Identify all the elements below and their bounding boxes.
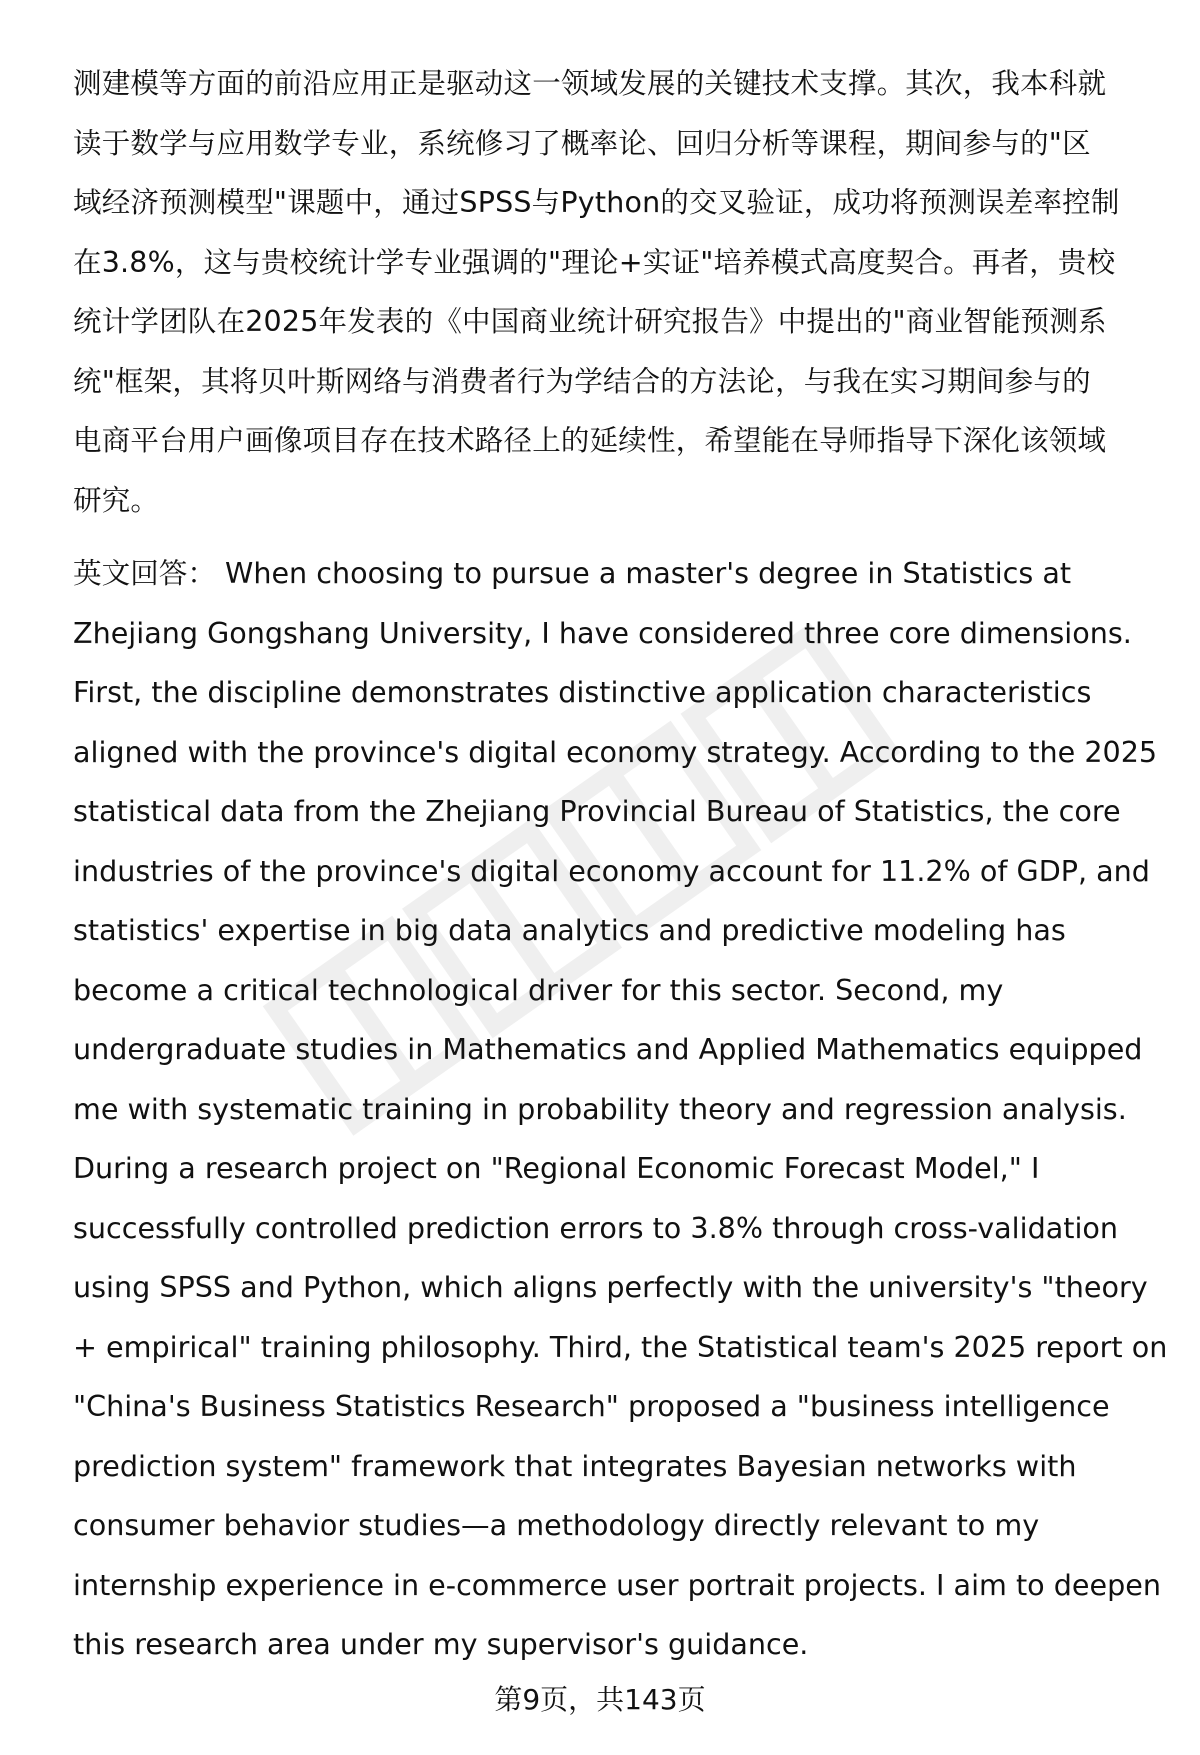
paragraph-line: 研究。 (73, 483, 160, 517)
paragraph-line: "China's Business Statistics Research" proposed a "business intelligence (73, 1389, 1110, 1423)
paragraph-line: consumer behavior studies—a methodology directly relevant to my (73, 1508, 1040, 1542)
paragraph-line: statistics' expertise in big data analytics and predictive modeling has (73, 913, 1066, 947)
paragraph-line: During a research project on "Regional Economic Forecast Model," I (73, 1151, 1040, 1185)
paragraph-line: 电商平台用户画像项目存在技术路径上的延续性，希望能在导师指导下深化该领域 (73, 424, 1107, 457)
paragraph-line: statistical data from the Zhejiang Provincial Bureau of Statistics, the core (73, 794, 1121, 828)
paragraph-line: 统"框架，其将贝叶斯网络与消费者行为学结合的方法论，与我在实习期间参与的 (73, 364, 1091, 398)
document-page (73, 54, 1168, 1675)
paragraph-line: me with systematic training in probability theory and regression analysis. (73, 1091, 1127, 1126)
paragraph-line: successfully controlled prediction errors to 3.8% through cross-validation (73, 1210, 1119, 1245)
paragraph-line: 域经济预测模型"课题中，通过SPSS与Python的交叉验证，成功将预测误差率控制 (73, 186, 1120, 219)
paragraph-line: using SPSS and Python, which aligns perfectly with the university's "theory (73, 1270, 1148, 1304)
paragraph-line: 测建模等方面的前沿应用正是驱动这一领域发展的关键技术支撑。其次，我本科就 (73, 67, 1107, 100)
paragraph-line: undergraduate studies in Mathematics and Applied Mathematics equipped (73, 1032, 1143, 1066)
paragraph-line: aligned with the province's digital economy strategy. According to the 2025 (73, 734, 1158, 769)
paragraph-line: 读于数学与应用数学专业，系统修习了概率论、回归分析等课程，期间参与的"区 (73, 126, 1091, 160)
paragraph-line: 统计学团队在2025年发表的《中国商业统计研究报告》中提出的"商业智能预测系 (73, 305, 1107, 338)
paragraph-line: + empirical" training philosophy. Third, the Statistical team's 2025 report on (73, 1329, 1168, 1364)
paragraph-line: 英文回答： When choosing to pursue a master's degree in Statistics at (73, 556, 1072, 590)
paragraph-line: industries of the province's digital economy account for 11.2% of GDP, and (73, 853, 1150, 888)
paragraph-line: become a critical technological driver for this sector. Second, my (73, 972, 1004, 1007)
paragraph-line: Zhejiang Gongshang University, I have considered three core dimensions. (73, 615, 1132, 650)
chinese-answer-paragraph (73, 54, 1153, 530)
paragraph-line: internship experience in e-commerce user portrait projects. I aim to deepen (73, 1567, 1161, 1602)
paragraph-line: prediction system" framework that integrates Bayesian networks with (73, 1448, 1077, 1483)
paragraph-line: 在3.8%，这与贵校统计学专业强调的"理论+实证"培养模式高度契合。再者，贵校 (73, 245, 1116, 279)
paragraph-line: this research area under my supervisor's guidance. (73, 1627, 809, 1661)
paragraph-line: First, the discipline demonstrates distinctive application characteristics (73, 675, 1092, 709)
english-answer-paragraph (73, 544, 1168, 1675)
page-number: 第9页，共143页 (494, 1683, 706, 1716)
